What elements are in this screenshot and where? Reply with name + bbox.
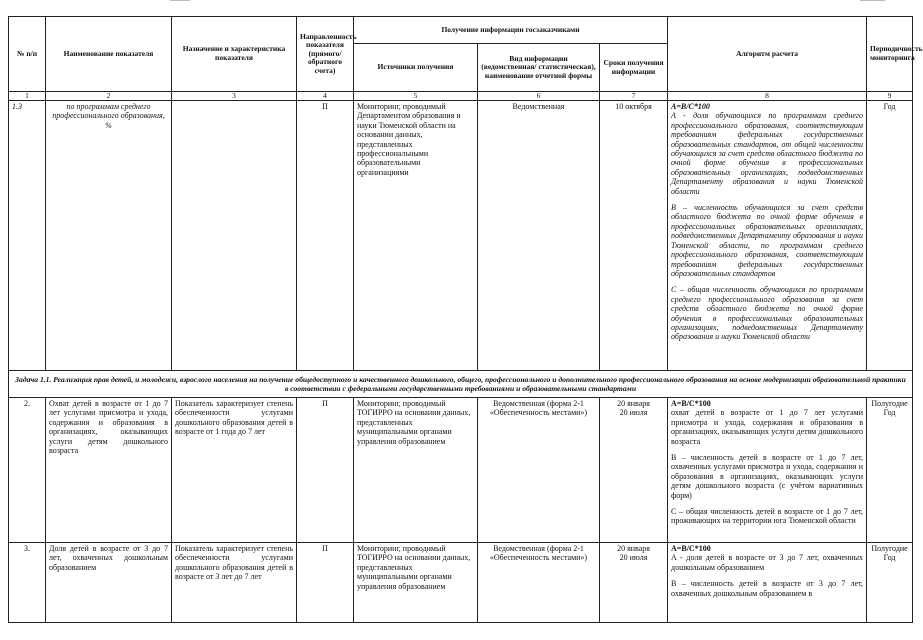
indicator-purpose: Показатель характеризует степень обеспеченности услугами дошкольного образования детей в возрасте от 1 года до 7 лет: [172, 398, 297, 543]
info-sources: Мониторинг, проводимый ТОГИРРО на основании данных, представленных муниципальными органами управления образованием: [354, 398, 478, 543]
algorithm-a: охват детей в возрасте от 1 до 7 лет услугами присмотра и ухода, содержания и образования в организациях, оказывающих услуги детям дошкольного возраста: [671, 408, 864, 446]
indicator-direction: П: [297, 543, 354, 623]
column-number: 8: [668, 92, 867, 101]
deadline-july: 20 июля: [619, 408, 648, 418]
row-number: 1.3: [9, 101, 46, 371]
monitoring-period: Год: [867, 101, 913, 371]
header-algorithm: Алгоритм расчета: [668, 17, 867, 92]
indicator-direction: П: [297, 101, 354, 371]
header-group: Получение информации госзаказчиками: [354, 17, 668, 44]
column-number: 4: [297, 92, 354, 101]
info-type: Ведомственная: [478, 101, 600, 371]
scan-mark: [860, 0, 885, 1]
table-row: [9, 101, 913, 371]
monitoring-period: Полугодие Год: [867, 398, 913, 543]
indicator-name: по программам среднего профессионального образования, %: [46, 101, 172, 371]
formula: A=B/C*100: [671, 399, 711, 408]
info-type: Ведомственная (форма 2-1 «Обеспеченность местами»): [478, 543, 600, 623]
info-deadline: [600, 543, 668, 623]
info-sources: Мониторинг, проводимый Департаментом образования и науки Тюменской области на основании данных, представленных профессиональными образовательными организациями: [354, 101, 478, 371]
info-deadline: [600, 398, 668, 543]
column-number: 5: [354, 92, 478, 101]
indicators-table: [8, 16, 923, 623]
deadline-july: 20 июля: [619, 553, 648, 563]
indicator-name: Охват детей в возрасте от 1 до 7 лет услугами присмотра и ухода, содержания и образования в организациях, оказывающих услуги детям дошкольного возраста: [46, 398, 172, 543]
column-number: 3: [172, 92, 297, 101]
task-heading: Задача 1.1. Реализация прав детей, и молодежи, взрослого населения на получение общедоступного и качественного дошкольного, общего, профессионального и дополнительного профессионального образования на основе модернизации образовательной практики в соответствии с федеральными государственными требованиями и образовательными стандартами: [9, 371, 913, 398]
indicator-direction: П: [297, 398, 354, 543]
indicator-purpose: [172, 101, 297, 371]
table-row: [9, 543, 913, 623]
row-number: 2.: [9, 398, 46, 543]
header-direction: Направленность показателя (прямого/обратного счета): [297, 17, 354, 92]
column-number: 6: [478, 92, 600, 101]
formula: A=B/C*100: [671, 102, 710, 111]
header-num: № п/п: [9, 17, 46, 92]
header-name: Наименование показателя: [46, 17, 172, 92]
algorithm-a: A - доля обучающихся по программам среднего профессионального образования, соответствующим требованиям федеральных государственных образовательных стандартов, от общей численности обучающихся за счет средств областного бюджета по очной форме обучения в профессиональных образовательных организациях, подведомственных Департаменту образования и науки Тюменской области: [671, 111, 864, 196]
algorithm-b: B – численность детей в возрасте от 1 до 7 лет, охваченных услугами присмотра и ухода, содержания и образования в организациях, оказывающих услуги детям дошкольного возраста (с учётом вариативных форм): [671, 453, 864, 500]
column-numbers-row: [9, 92, 913, 101]
calculation-algorithm: [668, 543, 867, 623]
scan-mark: [170, 0, 190, 1]
header-sources: Источники получения: [354, 44, 478, 92]
info-deadline: 10 октября: [600, 101, 668, 371]
calculation-algorithm: [668, 398, 867, 543]
indicator-name: Доля детей в возрасте от 3 до 7 лет, охваченных дошкольным образованием: [46, 543, 172, 623]
algorithm-c: C – общая численность обучающихся по программам среднего профессионального образования за счет средств областного бюджета по очной форме обучения в профессиональных образовательных организациях, подведомственных Департаменту образования и науки Тюменской области: [671, 285, 864, 342]
header-period: Периодичность мониторинга: [867, 17, 913, 92]
row-number: 3.: [9, 543, 46, 623]
info-sources: Мониторинг, проводимый ТОГИРРО на основании данных, представленных муниципальными органами управления образованием: [354, 543, 478, 623]
monitoring-period: Полугодие Год: [867, 543, 913, 623]
deadline-january: 20 января: [617, 399, 650, 408]
formula: A=B/C*100: [671, 544, 711, 553]
task-row: [9, 371, 913, 398]
algorithm-c: C – общая численность детей в возрасте от 1 до 7 лет, проживающих на территории юга Тюменской области: [671, 507, 864, 526]
table-row: [9, 398, 913, 543]
deadline-january: 20 января: [617, 544, 650, 553]
column-number: 9: [867, 92, 913, 101]
algorithm-b: B – численность обучающихся за счет средств областного бюджета по очной форме обучения в профессиональных образовательных организациях, подведомственных Департаменту образования и науки Тюменской области, по программам среднего профессионального образования, соответствующим требованиям федеральных государственных образовательных стандартов: [671, 203, 864, 278]
indicator-purpose: Показатель характеризует степень обеспеченности услугами дошкольного образования детей в возрасте от 3 лет до 7 лет: [172, 543, 297, 623]
header-info-type: Вид информации (ведомственная/ статистическая), наименование отчетной формы: [478, 44, 600, 92]
algorithm-a: A - доля детей в возрасте от 3 до 7 лет, охваченных дошкольным образованием: [671, 553, 864, 572]
calculation-algorithm: [668, 101, 867, 371]
column-number: 1: [9, 92, 46, 101]
algorithm-b: B – численность детей в возрасте от 3 до 7 лет, охваченных дошкольным образованием в: [671, 579, 864, 598]
header-purpose: Назначение и характеристика показателя: [172, 17, 297, 92]
column-number: 7: [600, 92, 668, 101]
info-type: Ведомственная (форма 2-1 «Обеспеченность местами»): [478, 398, 600, 543]
header-row: [9, 17, 913, 44]
column-number: 2: [46, 92, 172, 101]
header-deadline: Сроки получения информации: [600, 44, 668, 92]
